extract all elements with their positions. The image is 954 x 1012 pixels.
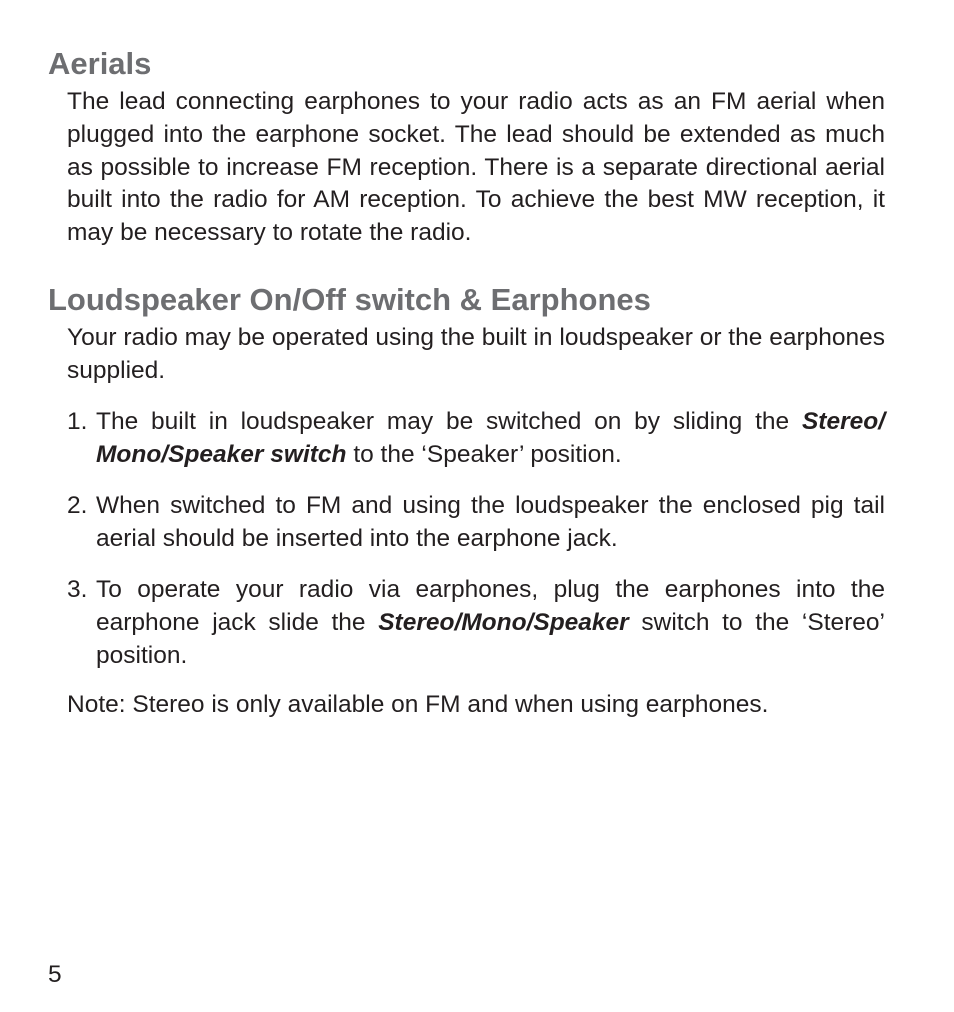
loudspeaker-intro-paragraph: Your radio may be operated using the built in loudspeaker or the earphones supplied. — [67, 324, 885, 384]
list-item-number: 2. — [67, 492, 88, 519]
aerials-paragraph: The lead connecting earphones to your radio acts as an FM aerial when plugged into the earphone socket. The lead should be extended as much as possible to increase FM reception. There is a separate directional aerial built into the radio for AM reception. To achieve the best MW reception, it may be necessary to rotate the radio. — [67, 88, 885, 247]
list-item-2 — [67, 490, 885, 556]
aerials-heading: Aerials — [48, 46, 152, 81]
list-item-3 — [67, 574, 885, 672]
list-item-text: When switched to FM and using the loudspeaker the enclosed pig tail aerial should be inserted into the earphone jack. — [96, 492, 885, 552]
list-item-1 — [67, 406, 885, 472]
switch-name-emphasis: Stereo/Mono/Speaker — [378, 608, 629, 636]
list-item-number: 3. — [67, 576, 88, 603]
list-item-text-part: switch to the ‘Stereo’ position. — [96, 608, 885, 669]
list-item-text — [96, 574, 885, 672]
list-item-text-part: The built in loudspeaker may be switched on by sliding the — [96, 408, 802, 435]
list-item-number: 1. — [67, 408, 88, 435]
stereo-note: Note: Stereo is only available on FM and when using earphones. — [67, 691, 769, 718]
page-number: 5 — [48, 961, 62, 988]
list-item-text-part: to the ‘Speaker’ position. — [346, 440, 622, 468]
list-item-text — [96, 406, 885, 472]
switch-name-emphasis: Stereo/ Mono/Speaker switch — [96, 408, 885, 468]
loudspeaker-heading: Loudspeaker On/Off switch & Earphones — [48, 282, 651, 317]
list-item-text-part: To operate your radio via earphones, plug the earphones into the earphone jack slide the — [96, 576, 885, 636]
